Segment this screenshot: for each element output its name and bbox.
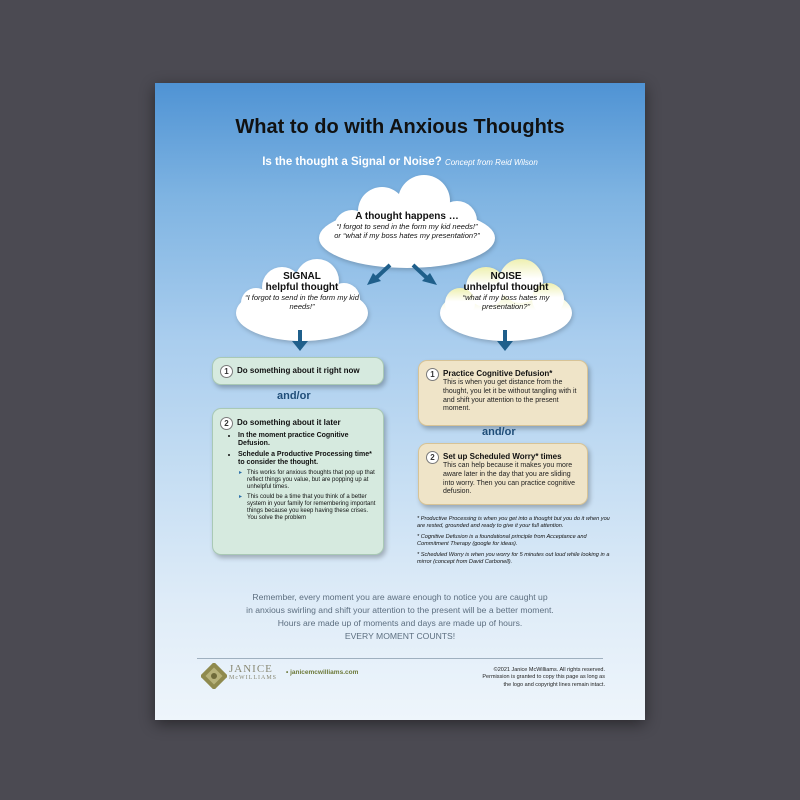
footnotes: [417, 516, 612, 570]
footer-divider: [197, 658, 603, 659]
signal-subheading: helpful thought: [265, 282, 339, 293]
split-arrows: [365, 261, 445, 291]
signal-cloud-text: [237, 271, 367, 312]
left-sub1: ▸ This works for anxious thoughts that pop up that reflect things you value, but are popping up at unhelpful times.: [247, 470, 378, 492]
right-step2-text: This can help because it makes you more aware later in the day that you are sliding into worry. Then you can practice cognitive defusion.: [443, 462, 576, 496]
left-bullet1: [238, 432, 378, 449]
worksheet-page: [155, 83, 645, 720]
noise-quote: “what if my boss hates my presentation?”: [462, 293, 550, 312]
copyright-line2: Permission is granted to copy this page as long as: [482, 674, 605, 681]
noise-down-arrow-icon: [497, 330, 513, 352]
right-step2-number: 2: [426, 451, 439, 464]
left-step2-box: [212, 408, 384, 555]
arrow-to-signal-icon: [375, 265, 390, 279]
thought-cloud-heading: A thought happens …: [355, 211, 459, 222]
noise-subheading: unhelpful thought: [463, 282, 549, 293]
website-link[interactable]: • janicemcwilliams.com: [286, 669, 359, 676]
signal-down-arrow-icon: [292, 330, 308, 352]
closing-line2: in anxious swirling and shift your attention to the present will be a better moment.: [246, 604, 554, 615]
copyright-line1: ©2021 Janice McWilliams. All rights reserved.: [493, 667, 605, 673]
right-step1-label: Practice Cognitive Defusion*: [443, 369, 553, 378]
footnote-scheduled-worry: * Scheduled Worry is when you worry for 5 minutes out loud while looking in a mirror (concept from David Carbonell).: [417, 551, 610, 565]
left-bullet2: [238, 451, 378, 523]
copyright-line3: the logo and copyright lines remain intact.: [503, 681, 605, 688]
left-step2-label: Do something about it later: [237, 418, 341, 427]
right-step1-box: [418, 360, 588, 426]
left-bullet2-text: Schedule a Productive Processing time* to consider the thought.: [238, 450, 372, 467]
footnote-productive-processing: * Productive Processing is when you get into a thought but you do it when you are rested, grounded and ready to give it your full attention.: [417, 516, 610, 529]
thought-cloud-quote2: or “what if my boss hates my presentation?”: [334, 231, 480, 241]
right-andor: and/or: [482, 426, 516, 438]
logo-name: JANICE: [229, 663, 273, 675]
thought-cloud-text: [315, 211, 499, 241]
left-sub2: ▸ This could be a time that you think of a better system in your family for remembering important things because you keep having these crises. You solve the problem: [247, 494, 378, 523]
logo-wordmark: [229, 663, 277, 681]
left-step2-number: 2: [220, 417, 233, 430]
footnote-cognitive-defusion: * Cognitive Defusion is a foundational principle from Acceptance and Commitment Therapy (google for ideas).: [417, 533, 587, 547]
left-sub-list: [238, 470, 378, 523]
right-step1-number: 1: [426, 368, 439, 381]
signal-heading: SIGNAL: [283, 271, 321, 282]
left-step1-number: 1: [220, 365, 233, 378]
right-step2-box: [418, 443, 588, 505]
left-step1-box: [212, 357, 384, 385]
copyright-notice: [455, 667, 605, 689]
left-step2-body: [228, 430, 378, 525]
page-title: What to do with Anxious Thoughts: [235, 116, 565, 138]
noise-cloud-text: [441, 271, 571, 312]
noise-heading: NOISE: [490, 271, 522, 282]
arrow-to-noise-icon: [413, 265, 428, 279]
left-bullet-list: [228, 432, 378, 523]
logo-emblem-icon: [201, 663, 227, 689]
closing-message: [155, 591, 645, 643]
left-bullet1-text: In the moment practice Cognitive Defusion.: [238, 432, 349, 448]
closing-line3: Hours are made up of moments and days are made up of hours.: [277, 617, 523, 628]
subtitle-question: Is the thought a Signal or Noise?: [262, 156, 442, 168]
signal-quote: “I forgot to send in the form my kid needs!”: [245, 293, 359, 312]
right-step1-text: This is when you get distance from the thought, you let it be without tangling with it and shift your attention to the present moment.: [443, 379, 577, 413]
logo-subname: McWILLIAMS: [229, 675, 277, 681]
closing-line4: EVERY MOMENT COUNTS!: [344, 630, 456, 641]
page-subtitle: [155, 156, 645, 168]
thought-cloud-quote1: “I forgot to send in the form my kid needs!”: [336, 222, 478, 231]
left-andor: and/or: [277, 390, 311, 402]
subtitle-credit: Concept from Reid Wilson: [444, 158, 538, 167]
right-step2-label: Set up Scheduled Worry* times: [443, 452, 562, 461]
closing-line1: Remember, every moment you are aware enough to notice you are caught up: [252, 592, 548, 602]
left-step1-label: Do something about it right now: [237, 366, 360, 375]
